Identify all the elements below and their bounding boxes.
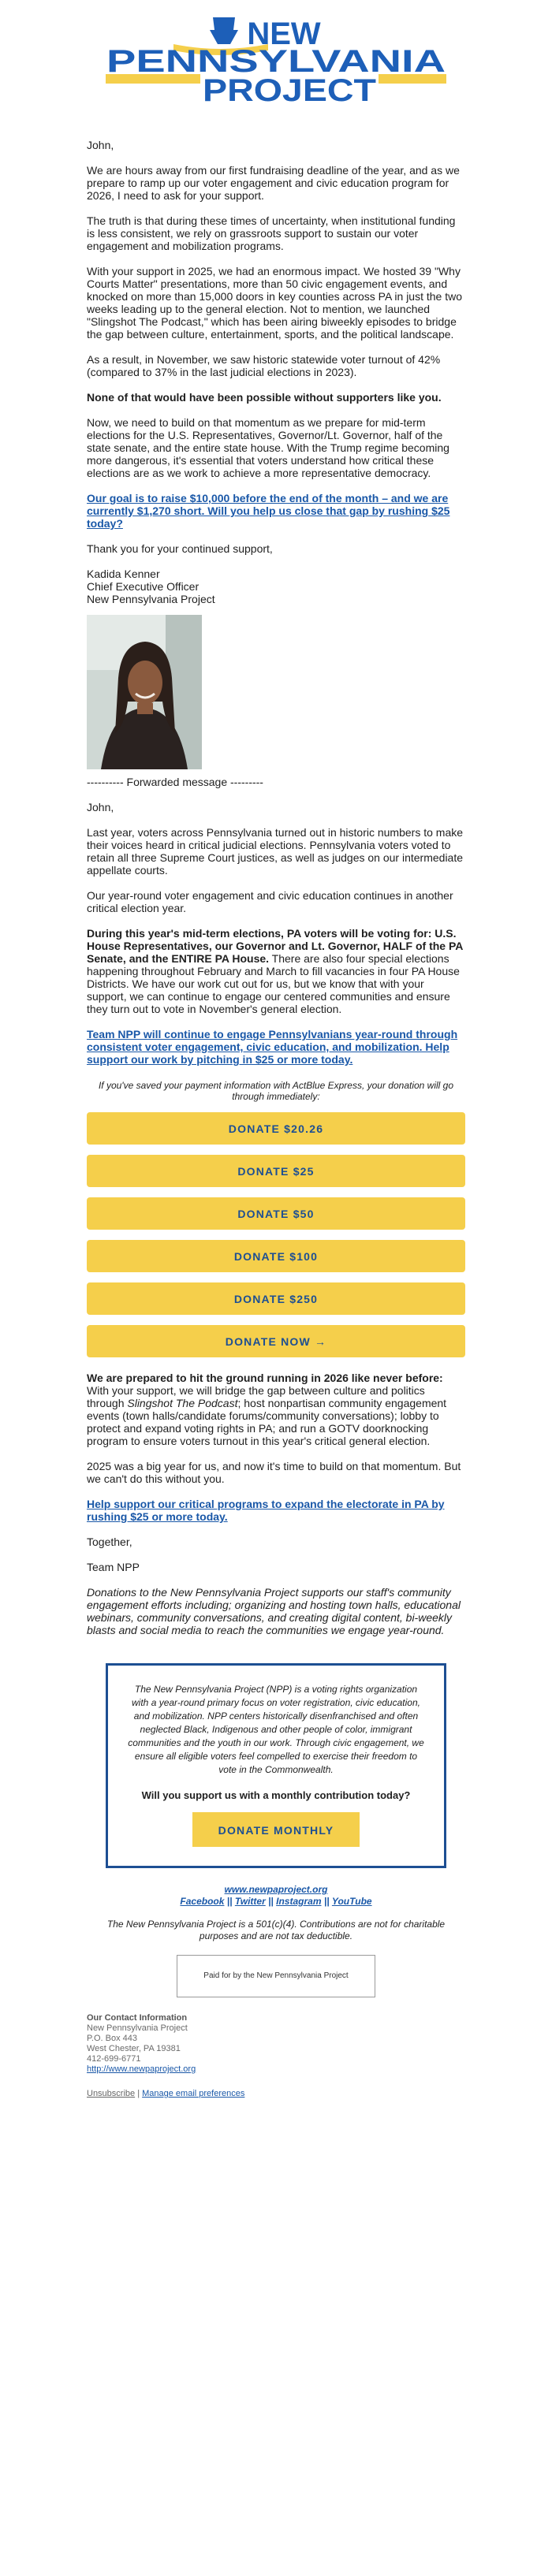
forwarded-paragraph-2: Our year-round voter engagement and civic education continues in another critical election year.: [87, 889, 453, 914]
closing-paragraph-1: [87, 1372, 465, 1447]
contact-phone: 412-699-6771: [87, 2054, 141, 2064]
forwarded-paragraph-1: Last year, voters across Pennsylvania turned out in historic numbers to make their voices heard in critical judicial elections. Pennsylvania voters voted to retain all three Supreme Court justices, as well as judges on our intermediate appellate courts.: [87, 826, 464, 877]
greeting: John,: [87, 139, 114, 151]
keystone-icon: [210, 17, 238, 44]
closing-paragraph-2: 2025 was a big year for us, and now it's time to build on that momentum. But we can't do this without you.: [87, 1460, 461, 1485]
donate-button-group: [87, 1112, 465, 1357]
about-box: [106, 1663, 446, 1868]
tax-disclaimer: The New Pennsylvania Project is a 501(c)(4). Contributions are not for charitable purposes and are not tax deductible.: [106, 1919, 446, 1941]
unsubscribe-link[interactable]: Unsubscribe: [87, 2089, 136, 2098]
logo-line-pennsylvania: PENNSYLVANIA: [106, 44, 446, 79]
footer-links: [0, 1884, 552, 1908]
letter-paragraph-3: With your support in 2025, we had an enormous impact. We hosted 39 "Why Courts Matter" presentations, more than 50 civic engagement events, and knocked on more than 15,000 doors in key counties across PA in just the two weeks leading up to the general election. Not to mention, we launched "Slingshot The Podcast," which has been airing biweekly episodes to bridge the gap between culture, entertainment, sports, and the political landscape.: [87, 265, 463, 341]
donate-monthly-button[interactable]: DONATE MONTHLY: [192, 1812, 360, 1847]
letter-paragraph-6: Now, we need to build on that momentum as we prepare for mid-term elections for the U.S. Representatives, Governor/Lt. Governor, half of the state senate, and the entire state house. With the Trump regime becoming more dangerous, it's essential that voters understand how critical these elections are as we work to achieve a more representative democracy.: [87, 416, 449, 479]
header: [0, 0, 552, 123]
forwarded-label: ---------- Forwarded message ---------: [87, 776, 263, 788]
paid-for-box: Paid for by the New Pennsylvania Project: [177, 1955, 375, 1997]
donate-2026-button[interactable]: DONATE $20.26: [87, 1112, 465, 1145]
signature-org: New Pennsylvania Project: [87, 593, 215, 605]
support-programs-link[interactable]: Help support our critical programs to expand the electorate in PA by rushing $25 or more today.: [87, 1498, 445, 1523]
signature-title: Chief Executive Officer: [87, 580, 200, 593]
donate-100-button[interactable]: DONATE $100: [87, 1240, 465, 1272]
about-text: The New Pennsylvania Project (NPP) is a voting rights organization with a year-round primary focus on voter registration, civic education, and mobilization. NPP centers historically disenfranchised and often neglected Black, Indigenous and other people of color, immigrant communities and the youth in our work. Through civic engagement, we ensure all eligible voters feel compelled to exercise their freedom to vote in the Commonwealth.: [128, 1684, 424, 1775]
signature-name: Kadida Kenner: [87, 568, 160, 580]
thanks-line: Thank you for your continued support,: [87, 542, 273, 555]
closing-paragraph-1-bold: We are prepared to hit the ground running in 2026 like never before:: [87, 1372, 443, 1384]
actblue-express-note: If you've saved your payment information with ActBlue Express, your donation will go through immediately:: [98, 1080, 454, 1102]
donate-50-button[interactable]: DONATE $50: [87, 1197, 465, 1230]
separator: ||: [323, 1896, 330, 1907]
logo-line-project: PROJECT: [203, 73, 376, 107]
website-link[interactable]: www.newpaproject.org: [224, 1884, 328, 1895]
donate-25-button[interactable]: DONATE $25: [87, 1155, 465, 1187]
podcast-name: Slingshot The Podcast: [127, 1397, 238, 1409]
donate-250-button[interactable]: DONATE $250: [87, 1282, 465, 1315]
youtube-link[interactable]: YouTube: [331, 1896, 372, 1907]
goal-donate-link[interactable]: Our goal is to raise $10,000 before the end of the month – and we are currently $1,270 short. Will you help us close that gap by rushing $25 today?: [87, 492, 450, 530]
contact-title: Our Contact Information: [87, 2013, 188, 2023]
contact-info: [87, 2013, 465, 2075]
letter-paragraph-1: We are hours away from our first fundraising deadline of the year, and as we prepare to ramp up our voter engagement and civic education program for 2026, I need to ask for your support.: [87, 164, 460, 202]
contact-url-link[interactable]: http://www.newpaproject.org: [87, 2064, 196, 2074]
signature: [87, 568, 465, 605]
letter-paragraph-2: The truth is that during these times of uncertainty, when institutional funding is less consistent, we rely on grassroots support to sustain our voter engagement and mobilization programs.: [87, 214, 456, 252]
separator: ||: [268, 1896, 274, 1907]
team-npp-signoff: Team NPP: [87, 1561, 140, 1573]
instagram-link[interactable]: Instagram: [276, 1896, 322, 1907]
pipe-separator: |: [137, 2089, 140, 2098]
content-column: [87, 139, 465, 1636]
forwarded-paragraph-3-bold: During this year's mid-term elections, PA voters will be voting for: U.S. House Representatives, our Governor and Lt. Governor, HALF of the PA Senate, and the ENTIRE PA House.: [87, 927, 463, 965]
npp-logo[interactable]: [103, 13, 449, 107]
separator: ||: [226, 1896, 233, 1907]
donate-now-button[interactable]: DONATE NOW →: [87, 1325, 465, 1357]
contact-org: New Pennsylvania Project: [87, 2023, 188, 2033]
letter-paragraph-5: None of that would have been possible without supporters like you.: [87, 391, 442, 404]
twitter-link[interactable]: Twitter: [234, 1896, 266, 1907]
donations-note: Donations to the New Pennsylvania Project supports our staff's community engagement efforts including; organizing and hosting town halls, educational webinars, community conversations, and creating digital content, bi-weekly blasts and social media to reach the communities we engage year-round.: [87, 1586, 461, 1636]
closing-paragraph-1-b: ; host nonpartisan community engagement events (town halls/candidate forums/community conversations); lobby to protect and expand voting rights in PA; and run a GOTV doorknocking program to ensure voters turnout in this year's critical general election.: [87, 1397, 447, 1447]
contact-city: West Chester, PA 19381: [87, 2044, 181, 2053]
letter-paragraph-4: As a result, in November, we saw historic statewide voter turnout of 42% (compared to 37% in the last judicial elections in 2023).: [87, 353, 441, 378]
team-npp-donate-link[interactable]: Team NPP will continue to engage Pennsylvanians year-round through consistent voter engagement, civic education, and mobilization. Help support our work by pitching in $25 or more today.: [87, 1028, 458, 1066]
ceo-photo: [87, 615, 202, 769]
forwarded-divider: [87, 776, 465, 788]
monthly-question: Will you support us with a monthly contribution today?: [141, 1789, 411, 1801]
logo-line-new: NEW: [247, 17, 321, 51]
forwarded-greeting: John,: [87, 801, 114, 813]
manage-preferences-link[interactable]: Manage email preferences: [142, 2089, 245, 2098]
facebook-link[interactable]: Facebook: [180, 1896, 225, 1907]
contact-po-box: P.O. Box 443: [87, 2034, 138, 2043]
closing-paragraph-1-a: With your support, we will bridge the gap between culture and politics through: [87, 1384, 425, 1409]
forwarded-paragraph-3-rest: There are also four special elections happening throughout February and March to fill vacancies in four PA House Districts. We have our work cut out for us, but we know that with your support, we can continue to engage our centered communities and ensure they turn out to vote in November's general election.: [87, 952, 460, 1015]
unsubscribe-row: [87, 2089, 465, 2098]
together-line: Together,: [87, 1536, 132, 1548]
forwarded-paragraph-3: [87, 927, 465, 1015]
